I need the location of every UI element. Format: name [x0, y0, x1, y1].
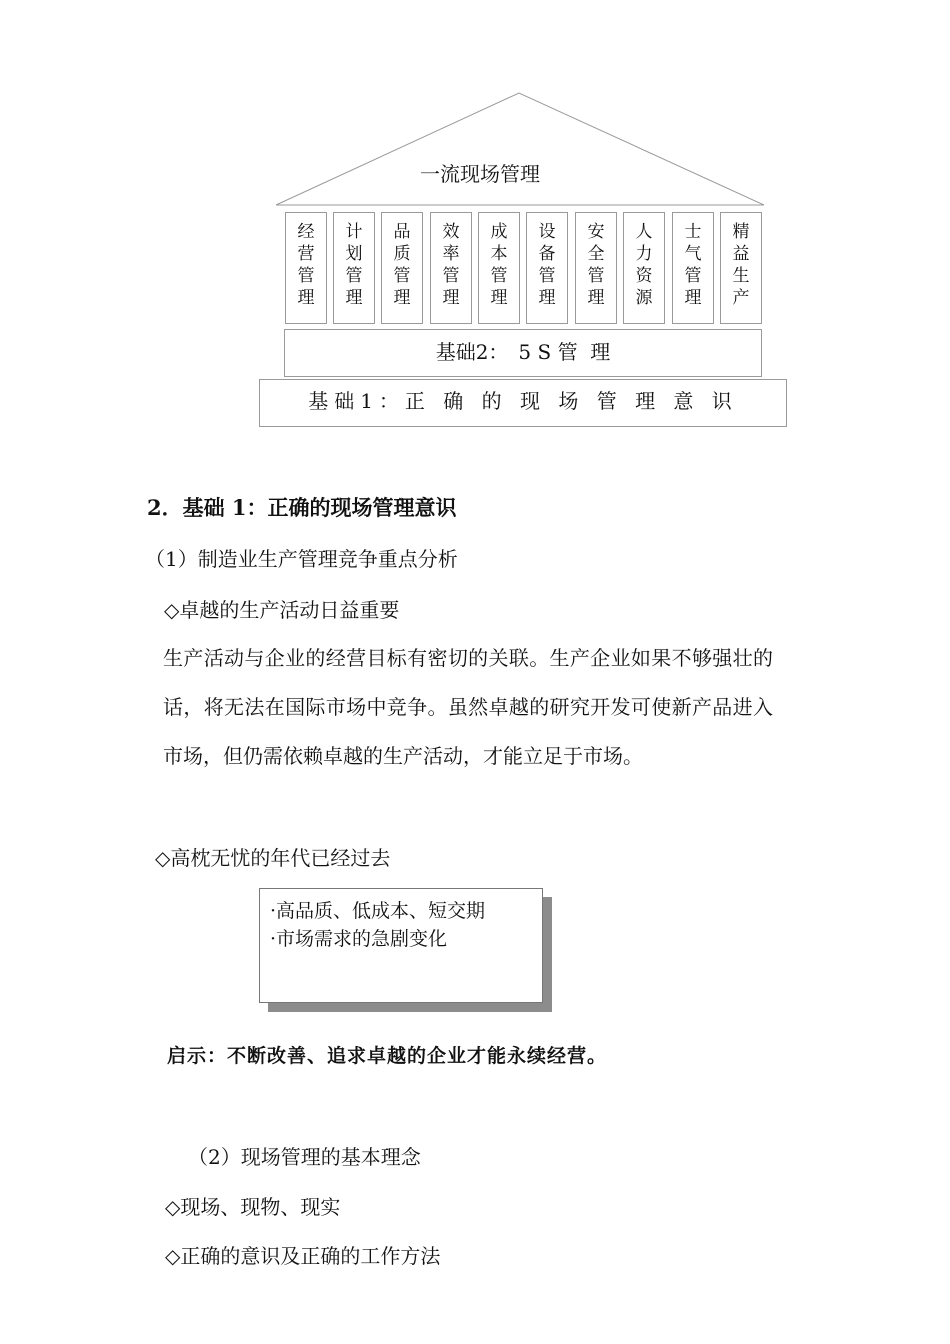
subsection-2-title: （2）现场管理的基本理念: [188, 1145, 421, 1169]
bullet-item: ◇卓越的生产活动日益重要: [164, 598, 400, 622]
subsection-1-title: （1）制造业生产管理竞争重点分析: [145, 547, 458, 571]
pillar: [478, 212, 520, 324]
pillar-label: 效率管理: [442, 222, 460, 308]
pillar-label: 成本管理: [490, 222, 508, 308]
pillar: [575, 212, 617, 324]
pillar: [285, 212, 327, 324]
pillar: [672, 212, 714, 324]
bullet-item: ◇高枕无忧的年代已经过去: [155, 846, 391, 870]
pillar-label: 经营管理: [297, 222, 315, 308]
pillar: [381, 212, 423, 324]
foundation-1: 基础1：正 确 的 现 场 管 理 意 识: [259, 379, 787, 427]
insight-text: 启示：不断改善、追求卓越的企业才能永续经营。: [167, 1045, 608, 1067]
callout-line: ·市场需求的急剧变化: [270, 928, 448, 950]
roof-title: 一流现场管理: [420, 162, 540, 186]
pillar: [526, 212, 568, 324]
callout-line: ·高品质、低成本、短交期: [270, 900, 486, 922]
pillar-label: 计划管理: [345, 222, 363, 308]
body-paragraph: 生产活动与企业的经营目标有密切的关联。生产企业如果不够强壮的话，将无法在国际市场中竞争。虽然卓越的研究开发可使新产品进入市场，但仍需依赖卓越的生产活动，才能立足于市场。: [163, 646, 773, 768]
pillar: [720, 212, 762, 324]
pillar-label: 设备管理: [538, 222, 556, 308]
pillar: [623, 212, 665, 324]
roof-outline: [276, 93, 764, 205]
bullet-item: ◇正确的意识及正确的工作方法: [165, 1244, 441, 1268]
pillar-label: 品质管理: [393, 222, 411, 308]
foundation-2: 基础2： 5 S 管 理: [284, 329, 762, 377]
callout-box: [259, 888, 543, 1003]
section-heading: 2．基础 1：正确的现场管理意识: [147, 495, 457, 520]
pillar: [430, 212, 472, 324]
pillar-label: 安全管理: [587, 222, 605, 308]
bullet-item: ◇现场、现物、现实: [165, 1195, 341, 1219]
pillar-label: 士气管理: [684, 222, 702, 308]
pillar-label: 精益生产: [732, 222, 750, 308]
pillar-label: 人力资源: [635, 222, 653, 308]
pillar: [333, 212, 375, 324]
